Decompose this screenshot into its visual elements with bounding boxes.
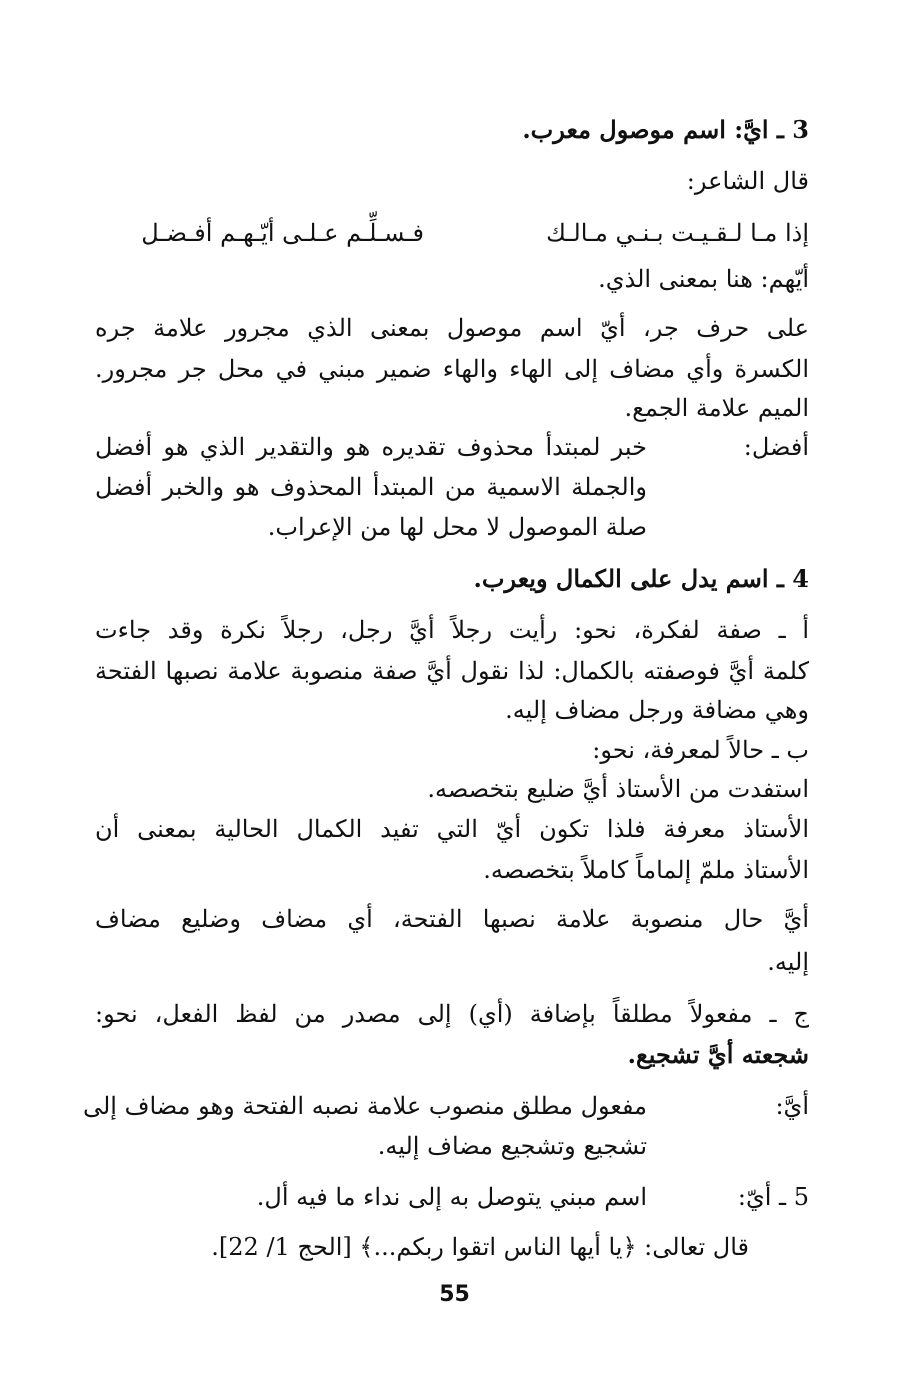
- paragraph-line: أيَّ حال منصوبة علامة نصبها الفتحة، أي مضاف وضليع مضاف: [95, 905, 809, 933]
- section-heading-5-label: 5 ـ أيّ:: [737, 1183, 809, 1211]
- paragraph-line: الأستاذ ملمّ إلماماً كاملاً بتخصصه.: [483, 856, 809, 884]
- section-heading-5-text: اسم مبني يتوصل به إلى نداء ما فيه أل.: [256, 1183, 647, 1211]
- verse-first-hemistich: إذا مـا لـقـيـت بـنـي مـالـك: [546, 219, 809, 247]
- ayya-line: تشجيع وتشجيع مضاف إليه.: [377, 1132, 647, 1160]
- paragraph-line: إليه.: [767, 948, 809, 976]
- quran-quote: قال تعالى: ﴿يا أيها الناس اتقوا ربكم...﴾ [الحج 1/ 22].: [211, 1233, 749, 1261]
- paragraph-line: كلمة أيَّ فوصفته بالكمال: لذا نقول أيَّ صفة منصوبة علامة نصبها الفتحة: [95, 657, 809, 685]
- ayya-label: أيَّ:: [775, 1092, 809, 1120]
- verse-second-hemistich: فـسـلِّـم عـلـى أيّـهـم أفـضـل: [141, 219, 424, 247]
- afdal-label: أفضل:: [743, 433, 809, 461]
- paragraph-line: الميم علامة الجمع.: [624, 394, 809, 422]
- paragraph-line: الكسرة وأي مضاف إلى الهاء والهاء ضمير مبني في محل جر مجرور.: [95, 355, 809, 383]
- paragraph-line: على حرف جر، أيّ اسم موصول بمعنى الذي مجرور علامة جره: [95, 314, 809, 342]
- afdal-line: والجملة الاسمية من المبتدأ المحذوف هو والخبر أفضل: [95, 473, 647, 501]
- paragraph-line: وهي مضافة ورجل مضاف إليه.: [505, 696, 809, 724]
- poet-intro: قال الشاعر:: [686, 167, 809, 195]
- afdal-line: صلة الموصول لا محل لها من الإعراب.: [267, 513, 647, 541]
- section-heading-4: 4 ـ اسم يدل على الكمال ويعرب.: [473, 564, 809, 593]
- paragraph-line: الأستاذ معرفة فلذا تكون أيّ التي تفيد الكمال الحالية بمعنى أن: [95, 815, 809, 843]
- example-sentence: شجعته أيَّ تشجيع.: [627, 1040, 809, 1069]
- paragraph-line: ج ـ مفعولاً مطلقاً بإضافة (أي) إلى مصدر من لفظ الفعل، نحو:: [95, 1000, 809, 1028]
- ayya-line: مفعول مطلق منصوب علامة نصبه الفتحة وهو مضاف إلى: [82, 1092, 647, 1120]
- page-number: 55: [439, 1282, 470, 1307]
- example-sentence: استفدت من الأستاذ أيَّ ضليع بتخصصه.: [427, 775, 809, 803]
- afdal-line: خبر لمبتدأ محذوف تقديره هو والتقدير الذي هو أفضل: [95, 433, 647, 461]
- paragraph-line: أ ـ صفة لفكرة، نحو: رأيت رجلاً أيَّ رجل، رجلاً نكرة وقد جاءت: [95, 616, 809, 644]
- section-heading-3: 3 ـ ايَّ: اسم موصول معرب.: [522, 115, 809, 144]
- ayyuhum-note: أيّهم: هنا بمعنى الذي.: [598, 265, 809, 293]
- paragraph-line: ب ـ حالاً لمعرفة، نحو:: [592, 736, 809, 764]
